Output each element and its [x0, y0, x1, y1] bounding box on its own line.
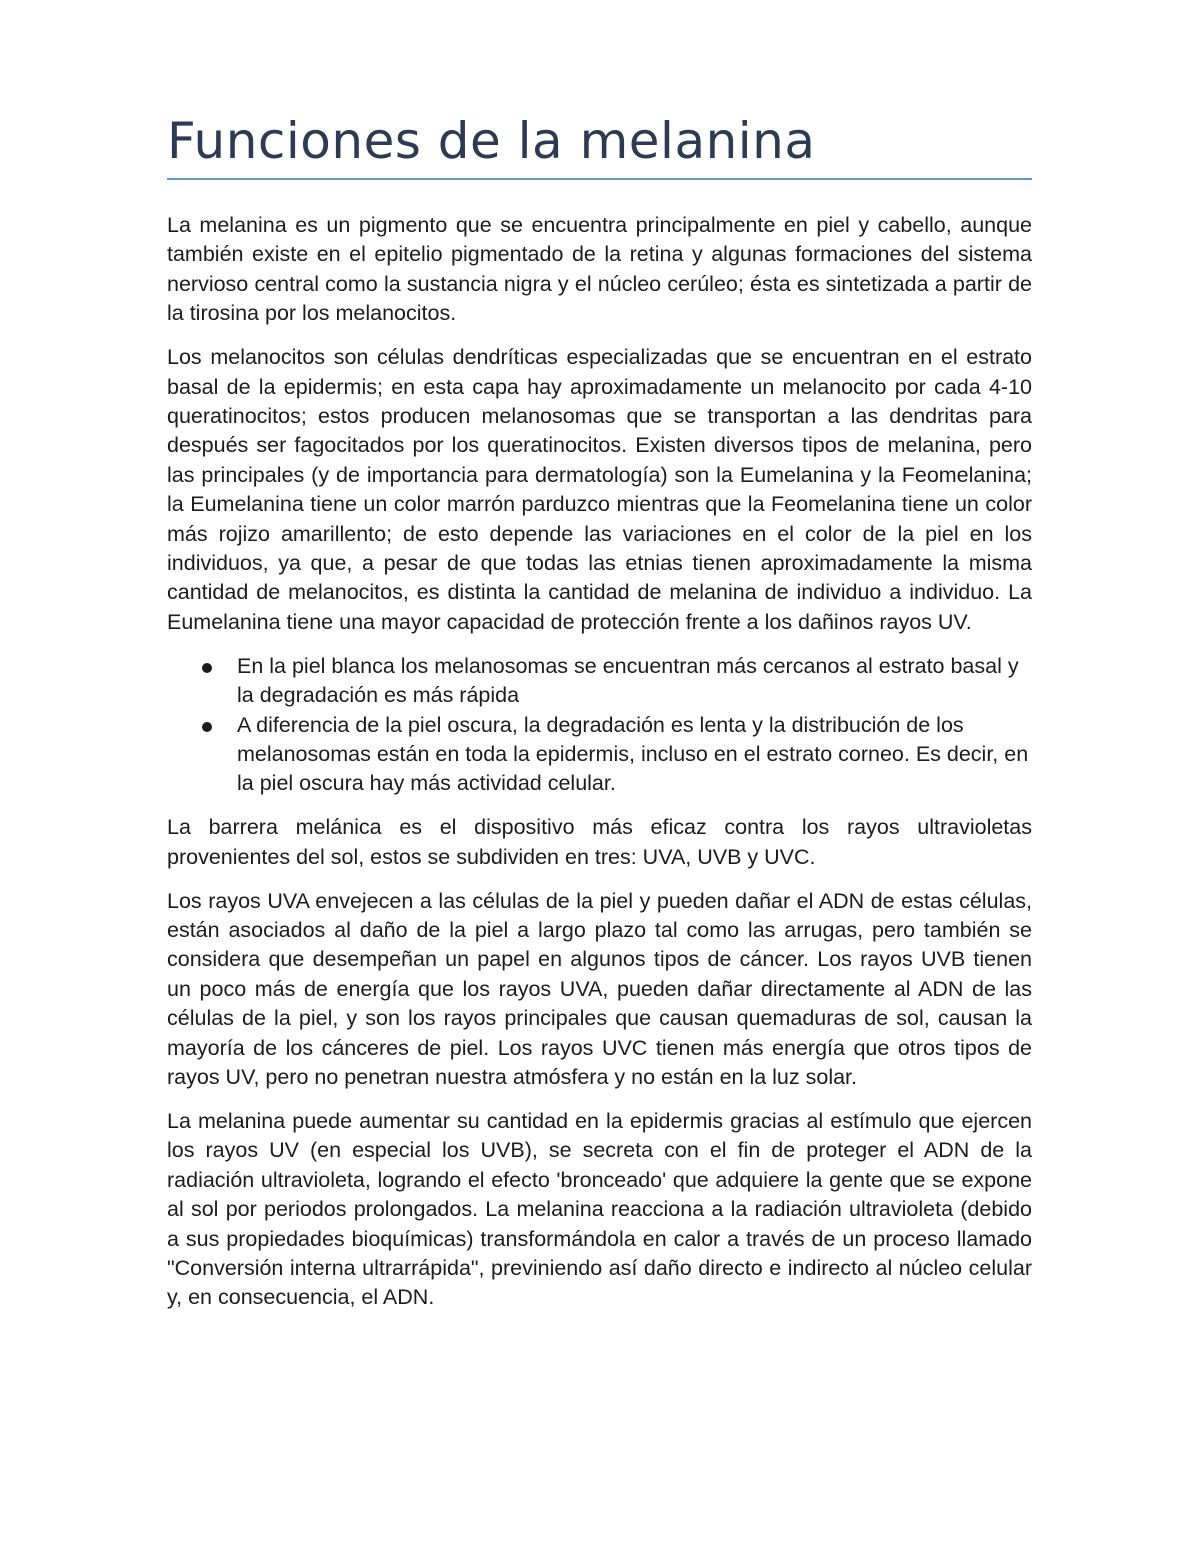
paragraph-intro: La melanina es un pigmento que se encuentra principalmente en piel y cabello, aunque también existe en el epitelio pigmentado de la retina y algunas formaciones del sistema nervioso central como la sustancia nigra y el núcleo cerúleo; ésta es sintetizada a partir de la tirosina por los melanocitos.	[167, 213, 1032, 326]
document-title: Funciones de la melanina	[167, 108, 1032, 180]
bullet-item	[167, 711, 1032, 799]
bullet-text: En la piel blanca los melanosomas se encuentran más cercanos al estrato basal y la degradación es más rápida	[237, 653, 1019, 708]
paragraph-aumento: La melanina puede aumentar su cantidad en la epidermis gracias al estímulo que ejercen los rayos UV (en especial los UVB), se secreta con el fin de proteger el ADN de la radiación ultravioleta, logrando el efecto 'bronceado' que adquiere la gente que se expone al sol por periodos prolongados. La melanina reacciona a la radiación ultravioleta (debido a sus propiedades bioquímicas) transformándola en calor a través de un proceso llamado "Conversión interna ultrarrápida", previniendo así daño directo e indirecto al núcleo celular y, en consecuencia, el ADN.	[167, 1108, 1032, 1310]
bullet-list	[167, 652, 1032, 799]
paragraph-rayos: Los rayos UVA envejecen a las células de la piel y pueden dañar el ADN de estas células, están asociados al daño de la piel a largo plazo tal como las arrugas, pero también se considera que desempeñan un papel en algunos tipos de cáncer. Los rayos UVB tienen un poco más de energía que los rayos UVA, pueden dañar directamente al ADN de las células de la piel, y son los rayos principales que causan quemaduras de sol, causan la mayoría de los cánceres de piel. Los rayos UVC tienen más energía que otros tipos de rayos UV, pero no penetran nuestra atmósfera y no están en la luz solar.	[167, 888, 1032, 1089]
document-page	[167, 108, 1032, 1313]
paragraph-melanocitos: Los melanocitos son células dendríticas especializadas que se encuentran en el estrato basal de la epidermis; en esta capa hay aproximadamente un melanocito por cada 4-10 queratinocitos; estos producen melanosomas que se transportan a las dendritas para después ser fagocitados por los queratinocitos. Existen diversos tipos de melanina, pero las principales (y de importancia para dermatología) son la Eumelanina y la Feomelanina; la Eumelanina tiene un color marrón parduzco mientras que la Feomelanina tiene un color más rojizo amarillento; de esto depende las variaciones en el color de la piel en los individuos, ya que, a pesar de que todas las etnias tienen aproximadamente la misma cantidad de melanocitos, es distinta la cantidad de melanina de individuo a individuo. La Eumelanina tiene una mayor capacidad de protección frente a los dañinos rayos UV.	[167, 345, 1032, 634]
bullet-dot-icon	[202, 722, 212, 732]
bullet-dot-icon	[202, 663, 212, 673]
bullet-item	[167, 652, 1032, 711]
paragraph-barrera: La barrera melánica es el dispositivo más eficaz contra los rayos ultravioletas provenientes del sol, estos se subdividen en tres: UVA, UVB y UVC.	[167, 815, 1032, 869]
bullet-text: A diferencia de la piel oscura, la degradación es lenta y la distribución de los melanosomas están en toda la epidermis, incluso en el estrato corneo. Es decir, en la piel oscura hay más actividad celular.	[237, 712, 1029, 796]
